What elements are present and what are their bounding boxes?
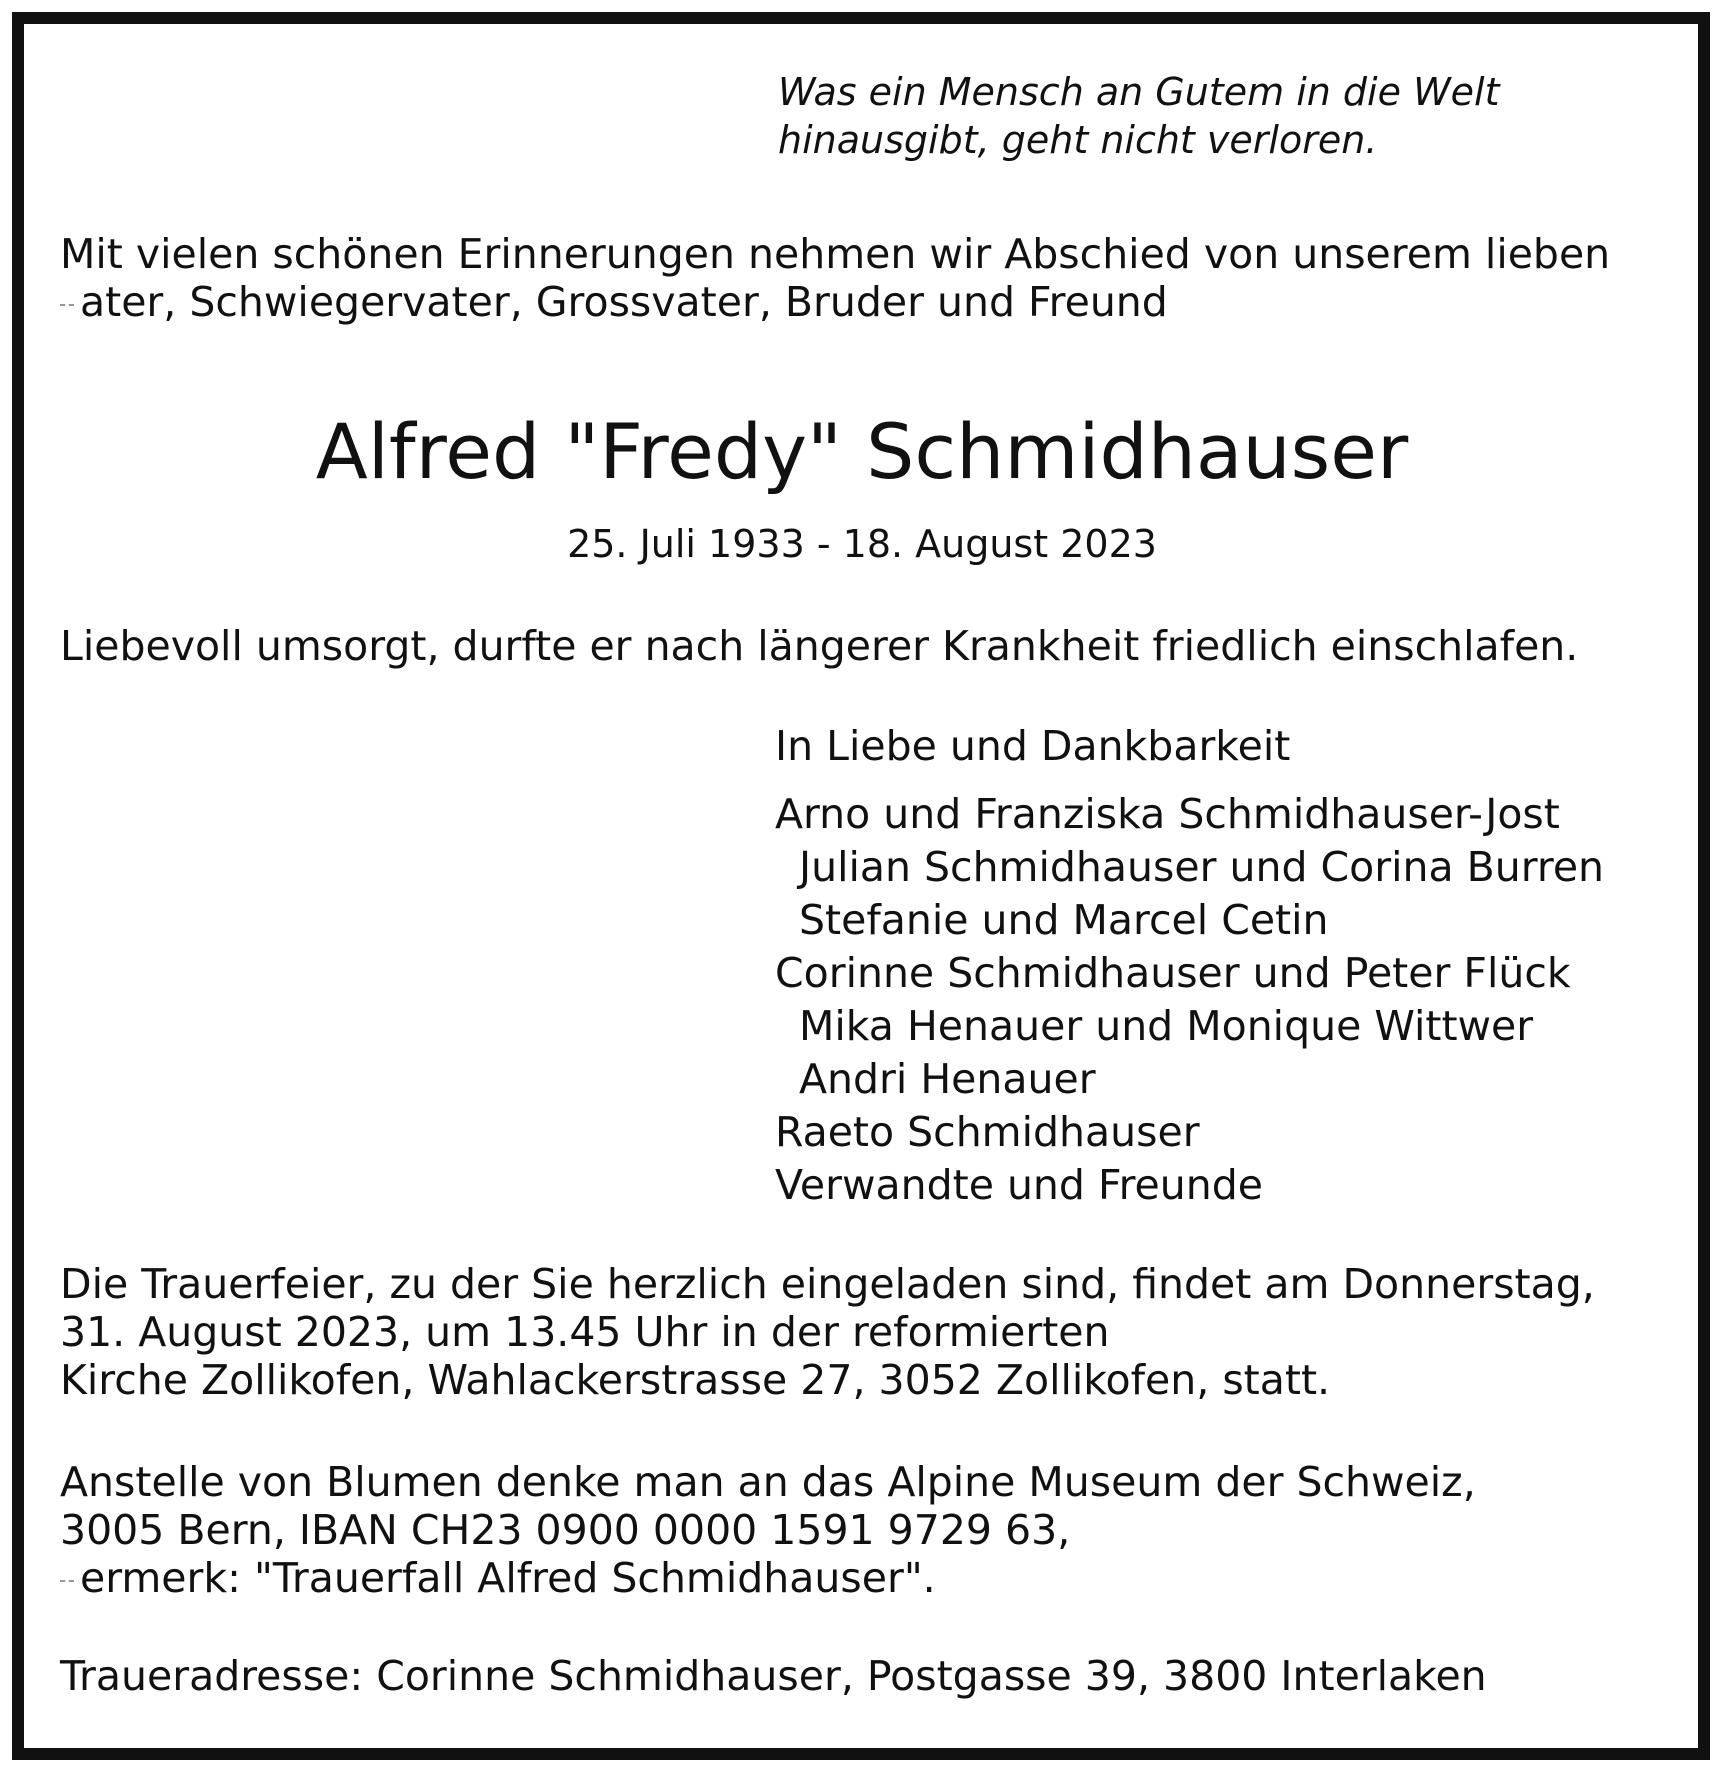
deceased-name: Alfred "Fredy" Schmidhauser bbox=[315, 407, 1409, 496]
life-dates: 25. Juli 1933 - 18. August 2023 bbox=[567, 522, 1157, 566]
quote bbox=[778, 68, 1499, 164]
quote-line-2: hinausgibt, geht nicht verloren. bbox=[778, 118, 1378, 162]
donation-line-1: Anstelle von Blumen denke man an das Alpine Museum der Schweiz, bbox=[60, 1458, 1476, 1506]
mourners-heading: In Liebe und Dankbarkeit bbox=[775, 722, 1291, 770]
donation-line-3: ermerk: "Trauerfall Alfred Schmidhauser". bbox=[80, 1554, 936, 1602]
ceremony-line-3: Kirche Zollikofen, Wahlackerstrasse 27, 3052 Zollikofen, statt. bbox=[60, 1356, 1331, 1404]
mourning-address: Traueradresse: Corinne Schmidhauser, Postgasse 39, 3800 Interlaken bbox=[60, 1652, 1487, 1700]
donation-text bbox=[60, 1458, 1476, 1602]
intro-text bbox=[60, 230, 1610, 326]
donation-line-3-wrap bbox=[60, 1554, 1476, 1602]
quote-line-1: Was ein Mensch an Gutem in die Welt bbox=[778, 70, 1500, 114]
ceremony-text bbox=[60, 1260, 1595, 1404]
passing-text: Liebevoll umsorgt, durfte er nach längerer Krankheit friedlich einschlafen. bbox=[60, 622, 1579, 670]
mourners-list bbox=[775, 788, 1604, 1212]
mourner-name: Verwandte und Freunde bbox=[775, 1161, 1263, 1209]
mourner-name: Raeto Schmidhauser bbox=[775, 1108, 1200, 1156]
mourner-name: Arno und Franziska Schmidhauser-Jost bbox=[775, 790, 1560, 838]
intro-line-2: ater, Schwiegervater, Grossvater, Bruder und Freund bbox=[80, 278, 1168, 326]
mourner-name: Corinne Schmidhauser und Peter Flück bbox=[775, 949, 1571, 997]
ceremony-line-2: 31. August 2023, um 13.45 Uhr in der reformierten bbox=[60, 1308, 1110, 1356]
intro-line-1: Mit vielen schönen Erinnerungen nehmen wir Abschied von unserem lieben bbox=[60, 230, 1611, 278]
mourner-name: Julian Schmidhauser und Corina Burren bbox=[799, 843, 1605, 891]
missing-glyph-marker bbox=[60, 304, 74, 306]
intro-line-2-wrap bbox=[60, 278, 1610, 326]
donation-line-2: 3005 Bern, IBAN CH23 0900 0000 1591 9729 63, bbox=[60, 1506, 1071, 1554]
mourner-name: Stefanie und Marcel Cetin bbox=[799, 896, 1329, 944]
mourner-name: Mika Henauer und Monique Wittwer bbox=[799, 1002, 1534, 1050]
mourner-name: Andri Henauer bbox=[799, 1055, 1096, 1103]
missing-glyph-marker bbox=[60, 1580, 74, 1582]
ceremony-line-1: Die Trauerfeier, zu der Sie herzlich eingeladen sind, findet am Donnerstag, bbox=[60, 1260, 1595, 1308]
